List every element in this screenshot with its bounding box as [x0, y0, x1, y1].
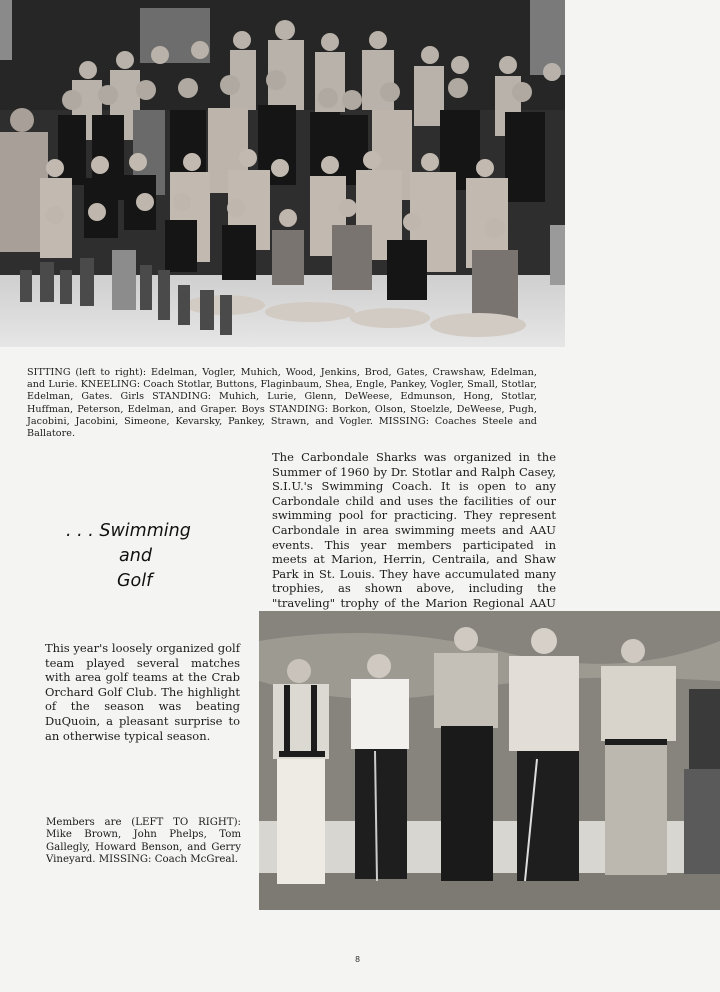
swim-team-photo-graphic [0, 0, 565, 347]
swim-team-photo [0, 0, 565, 347]
page-number: 8 [355, 955, 361, 964]
golfer-4 [509, 628, 579, 881]
golf-members-caption: Members are (LEFT TO RIGHT): Mike Brown, John Phelps, Tom Gallegly, Howard Benson, and Gerry Vineyard. MISSING: Coach McGreal. [46, 817, 241, 866]
golf-team-photo-graphic [259, 611, 720, 910]
golfer-6 [684, 689, 720, 874]
window [530, 0, 565, 75]
golf-team-photo [259, 611, 720, 910]
golf-description: This year's loosely organized golf team played several matches with area golf teams at the Crab Orchard Golf Club. The highlight of the season was beating DuQuoin, a pleasant surprise to an otherwise typical season. [45, 641, 240, 743]
golfer-3 [434, 627, 498, 881]
golfer-1 [273, 659, 329, 884]
heading-line-and: and [119, 546, 152, 566]
golfer-2 [351, 654, 409, 881]
section-heading [62, 519, 222, 594]
heading-line-golf: Golf [117, 571, 153, 591]
swim-team-caption: SITTING (left to right): Edelman, Vogler, Muhich, Wood, Jenkins, Brod, Gates, Crawshaw, Edelman, and Lurie. KNEELING: Coach Stotlar, Buttons, Flaginbaum, Shea, Engle, Pankey, Vogler, Small, Stotlar, Edelman, Gates. Girls STANDING: Muhich, Lurie, Glenn, DeWeese, Edmunson, Hong, Stotlar, Huffman, Peterson, Edelman, and Graper. Boys STANDING: Borkon, Olson, Stoelzle, DeWeese, Pugh, Jacobini, Jacobini, Simeone, Kevarsky, Pankey, Strawn, and Vogler. MISSING: Coaches Steele and Ballatore. [27, 367, 537, 440]
window [0, 0, 12, 60]
sharks-description: The Carbondale Sharks was organized in the Summer of 1960 by Dr. Stotlar and Ralph Casey, S.I.U.'s Swimming Coach. It is open to any Carbondale child and uses the facilities of our swimming pool for practicing. They represent Carbondale in area swimming meets and AAU events. This year members participated in meets at Marion, Herrin, Centraila, and Shaw Park in St. Louis. They have accumulated many trophies, as shown above, including the "traveling" trophy of the Marion Regional AAU [272, 450, 556, 610]
golfer-5 [601, 639, 676, 875]
heading-line-swimming: . . . Swimming [66, 521, 191, 541]
